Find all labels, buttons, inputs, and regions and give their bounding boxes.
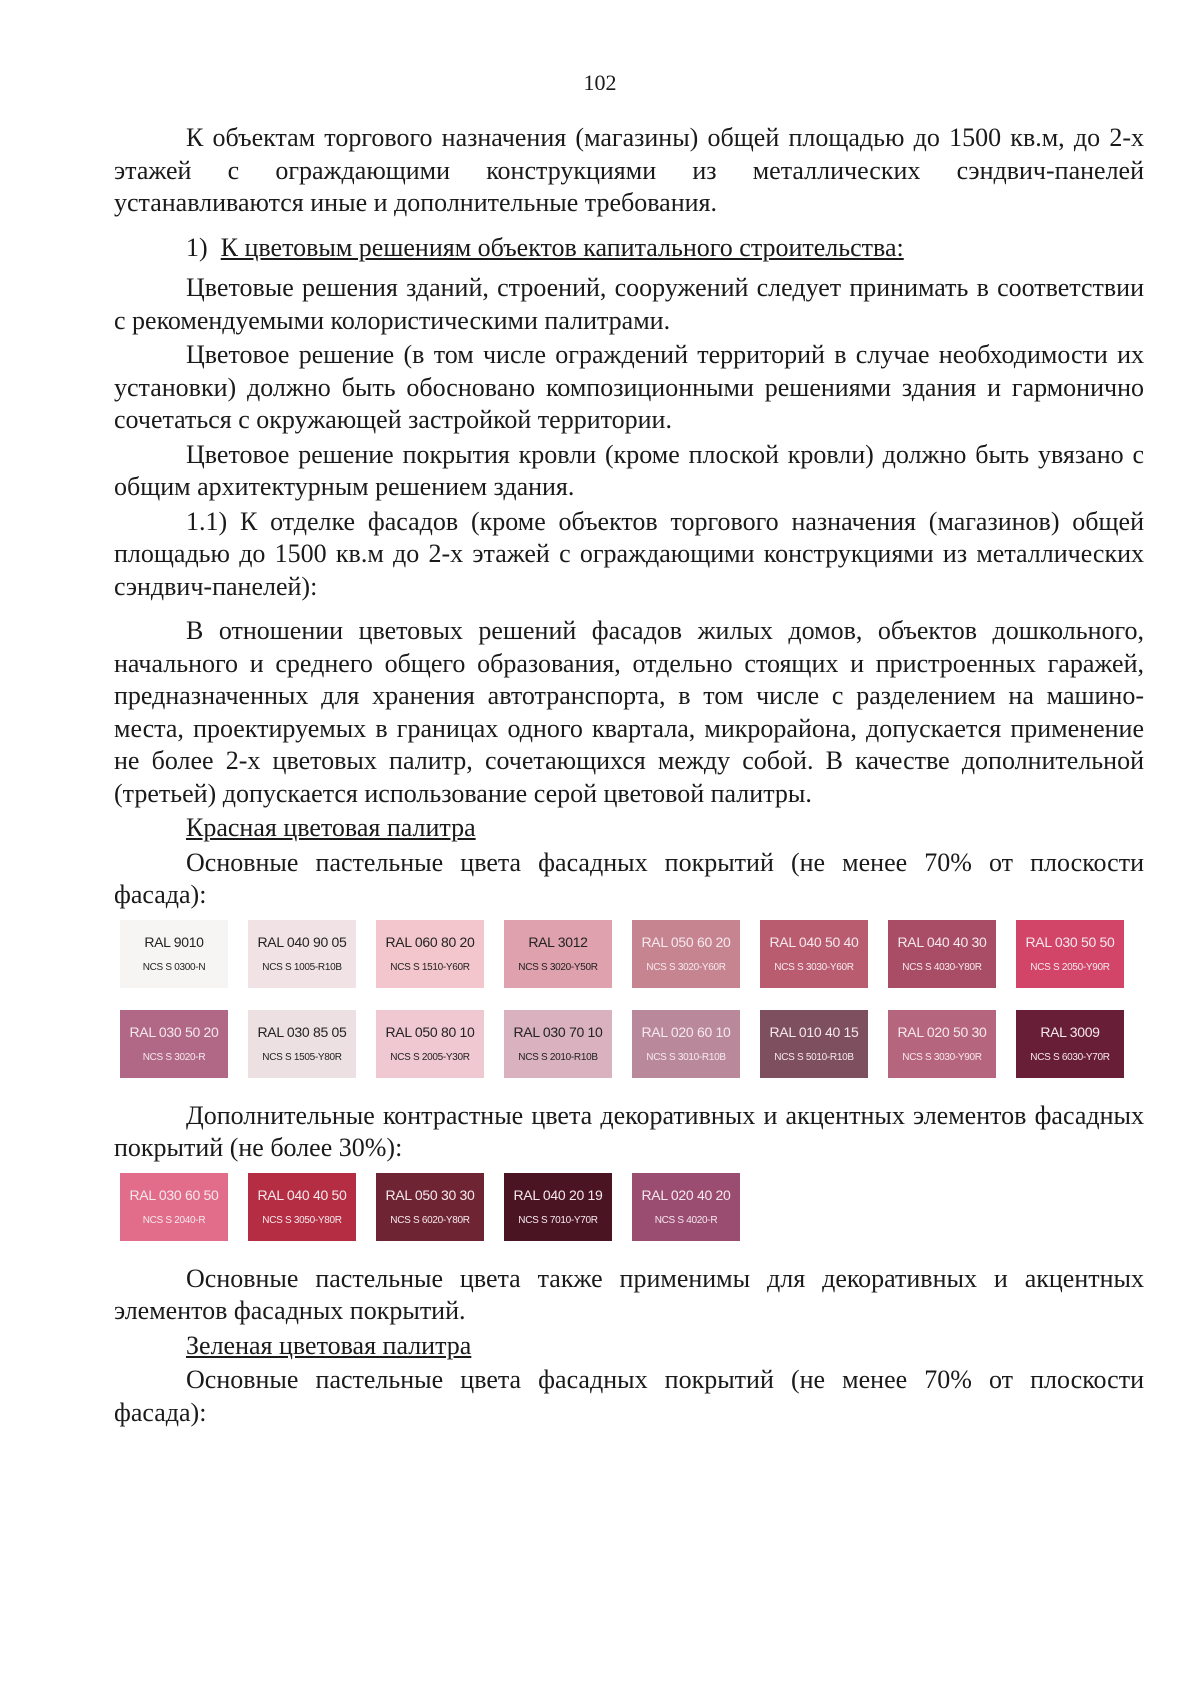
swatch-ncs-code: NCS S 5010-R10B: [774, 1051, 854, 1063]
color-swatch: [632, 1010, 740, 1078]
color-swatch: [376, 920, 484, 988]
section-1-number: 1): [186, 232, 208, 262]
swatch-ral-code: RAL 020 60 10: [641, 1023, 731, 1040]
swatch-ncs-code: NCS S 1510-Y60R: [390, 961, 470, 973]
main-colors-red: Основные пастельные цвета фасадных покрытий (не менее 70% от плоскости фасада):: [114, 847, 1144, 909]
color-swatch: [888, 920, 996, 988]
swatch-ncs-code: NCS S 2005-Y30R: [390, 1051, 470, 1063]
page-number: 102: [583, 70, 617, 95]
red-palette-title: Красная цветовая палитра: [186, 813, 476, 842]
swatch-ncs-code: NCS S 4030-Y80R: [902, 961, 982, 973]
section-1-heading: [114, 232, 1144, 265]
swatch-ral-code: RAL 3012: [528, 933, 588, 950]
swatch-ral-code: RAL 030 60 50: [129, 1186, 219, 1203]
swatch-ral-code: RAL 060 80 20: [385, 933, 475, 950]
swatch-ral-code: RAL 050 80 10: [385, 1023, 475, 1040]
swatch-ncs-code: NCS S 0300-N: [142, 961, 206, 973]
swatch-ncs-code: NCS S 7010-Y70R: [518, 1214, 598, 1226]
color-swatch: [248, 1010, 356, 1078]
swatch-ncs-code: NCS S 2040-R: [142, 1214, 206, 1226]
swatch-ral-code: RAL 050 60 20: [641, 933, 731, 950]
paragraph-3: Цветовое решение покрытия кровли (кроме плоской кровли) должно быть увязано с общим архитектурным решением здания.: [114, 439, 1144, 501]
swatch-ral-code: RAL 030 50 20: [129, 1023, 219, 1040]
intro-paragraph: К объектам торгового назначения (магазины) общей площадью до 1500 кв.м, до 2-х этажей с ограждающими конструкциями из металлических сэндвич-панелей устанавливаются иные и дополнительные требования.: [114, 123, 1144, 217]
color-swatch: [120, 1010, 228, 1078]
swatch-ral-code: RAL 030 70 10: [513, 1023, 603, 1040]
swatch-ral-code: RAL 040 50 40: [769, 933, 859, 950]
swatch-ncs-code: NCS S 4020-R: [654, 1214, 718, 1226]
swatch-ncs-code: NCS S 6020-Y80R: [390, 1214, 470, 1226]
color-swatch: [120, 1173, 228, 1241]
color-swatch: [632, 920, 740, 988]
section-1-title: К цветовым решениям объектов капитального строительства:: [220, 232, 904, 262]
accent-colors-text: Дополнительные контрастные цвета декоративных и акцентных элементов фасадных покрытий (не более 30%):: [114, 1100, 1144, 1162]
swatch-ral-code: RAL 040 40 30: [897, 933, 987, 950]
swatch-ral-code: RAL 3009: [1040, 1023, 1100, 1040]
paragraph-5: В отношении цветовых решений фасадов жилых домов, объектов дошкольного, начального и среднего общего образования, отдельно стоящих и пристроенных гаражей, предназначенных для хранения автотранспорта, в том числе с разделением на машино-места, проектируемых в границах одного квартала, микрорайона, допускается применение не более 2-х цветовых палитр, сочетающихся между собой. В качестве дополнительной (третьей) допускается использование серой цветовой палитры.: [114, 616, 1144, 808]
paragraph-4: 1.1) К отделке фасадов (кроме объектов торгового назначения (магазинов) общей площадью до 1500 кв.м до 2-х этажей с ограждающими конструкциями из металлических сэндвич-панелей):: [114, 506, 1144, 601]
color-swatch: [632, 1173, 740, 1241]
red-palette-heading: [114, 812, 1144, 845]
swatch-ncs-code: NCS S 3030-Y60R: [774, 961, 854, 973]
color-swatch: [248, 920, 356, 988]
swatch-row-main-2: [120, 1010, 1144, 1078]
color-swatch: [120, 920, 228, 988]
swatch-ral-code: RAL 040 20 19: [513, 1186, 603, 1203]
swatch-ral-code: RAL 040 90 05: [257, 933, 347, 950]
color-swatch: [504, 920, 612, 988]
swatch-ral-code: RAL 040 40 50: [257, 1186, 347, 1203]
swatch-ral-code: RAL 9010: [144, 933, 204, 950]
swatch-ncs-code: NCS S 1505-Y80R: [262, 1051, 342, 1063]
swatch-ral-code: RAL 020 40 20: [641, 1186, 731, 1203]
color-swatch: [1016, 920, 1124, 988]
pastel-note: Основные пастельные цвета также применимы для декоративных и акцентных элементов фасадных покрытий.: [114, 1263, 1144, 1325]
swatch-ncs-code: NCS S 3030-Y90R: [902, 1051, 982, 1063]
color-swatch: [376, 1010, 484, 1078]
color-swatch: [376, 1173, 484, 1241]
swatch-ncs-code: NCS S 3020-R: [142, 1051, 206, 1063]
paragraph-2: Цветовое решение (в том числе ограждений территорий в случае необходимости их установки) должно быть обосновано композиционными решениями здания и гармонично сочетаться с окружающей застройкой территории.: [114, 340, 1144, 434]
swatch-row-main-1: [120, 920, 1144, 988]
swatch-ncs-code: NCS S 3020-Y50R: [518, 961, 598, 973]
color-swatch: [760, 920, 868, 988]
swatch-ncs-code: NCS S 1005-R10B: [262, 961, 342, 973]
color-swatch: [248, 1173, 356, 1241]
swatch-ral-code: RAL 050 30 30: [385, 1186, 475, 1203]
green-palette-heading: [114, 1330, 1144, 1363]
swatch-ncs-code: NCS S 3020-Y60R: [646, 961, 726, 973]
swatch-ral-code: RAL 020 50 30: [897, 1023, 987, 1040]
color-swatch: [504, 1173, 612, 1241]
document-body: [114, 122, 1144, 1431]
green-palette-title: Зеленая цветовая палитра: [186, 1330, 472, 1360]
swatch-ncs-code: NCS S 2010-R10B: [518, 1051, 598, 1063]
color-swatch: [1016, 1010, 1124, 1078]
swatch-ncs-code: NCS S 6030-Y70R: [1030, 1051, 1110, 1063]
color-swatch: [504, 1010, 612, 1078]
color-swatch: [760, 1010, 868, 1078]
paragraph-1: Цветовые решения зданий, строений, сооружений следует принимать в соответствии с рекомендуемыми колористическими палитрами.: [114, 273, 1144, 335]
swatch-ral-code: RAL 030 50 50: [1025, 933, 1115, 950]
swatch-ral-code: RAL 010 40 15: [769, 1023, 859, 1040]
color-swatch: [888, 1010, 996, 1078]
swatch-ral-code: RAL 030 85 05: [257, 1023, 347, 1040]
swatch-ncs-code: NCS S 3010-R10B: [646, 1051, 726, 1063]
swatch-row-accent: [120, 1173, 1144, 1241]
swatch-ncs-code: NCS S 3050-Y80R: [262, 1214, 342, 1226]
swatch-ncs-code: NCS S 2050-Y90R: [1030, 961, 1110, 973]
main-colors-green: Основные пастельные цвета фасадных покрытий (не менее 70% от плоскости фасада):: [114, 1365, 1144, 1427]
